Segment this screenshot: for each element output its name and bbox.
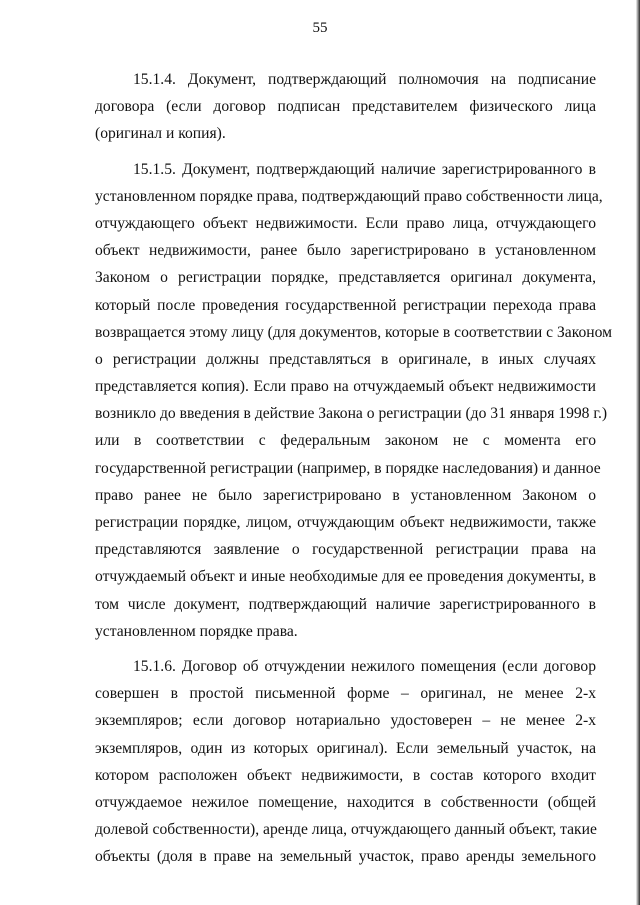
text-line: 15.1.5. Документ, подтверждающий наличие зарегистрированного в	[133, 160, 596, 178]
text-line: установленном порядке права.	[95, 622, 298, 640]
text-line: Законом о регистрации порядке, представляется оригинал документа,	[95, 269, 596, 287]
text-line: о регистрации должны представляться в оригинале, в иных случаях	[95, 350, 596, 368]
text-line: регистрации порядке, лицом, отчуждающим объект недвижимости, также	[95, 514, 596, 531]
text-line: возвращается этому лицу (для документов, которые в соответствии с Законом	[95, 323, 613, 341]
page-edge-shadow	[636, 0, 640, 905]
text-line: экземпляров; если договор нотариально удостоверен – не менее 2-х	[95, 712, 596, 730]
text-line: представляются заявление о государственной регистрации права на	[95, 541, 596, 559]
text-line: том числе документ, подтверждающий наличие зарегистрированного в	[95, 595, 596, 613]
text-line: представляется копия). Если право на отчуждаемый объект недвижимости	[95, 378, 596, 396]
text-line: возникло до введения в действие Закона о регистрации (до 31 января 1998 г.)	[95, 405, 608, 423]
text-line: совершен в простой письменной форме – оригинал, не менее 2-х	[95, 685, 596, 703]
text-line: отчуждаемый объект и иные необходимые для ее проведения документы, в	[95, 568, 596, 586]
text-line: объекты (доля в праве на земельный участок, право аренды земельного	[95, 848, 596, 866]
text-line: который после проведения государственной регистрации перехода права	[95, 296, 596, 314]
paragraph-15-1-5	[95, 156, 613, 645]
text-line: право ранее не было зарегистрировано в установленном Законом о	[95, 486, 596, 504]
text-line: объект недвижимости, ранее было зарегистрировано в установленном	[95, 242, 596, 260]
text-line: 15.1.4. Документ, подтверждающий полномочия на подписание	[133, 71, 596, 88]
text-line: отчуждаемое нежилое помещение, находится в собственности (общей	[95, 793, 596, 811]
text-line: отчуждающего объект недвижимости. Если право лица, отчуждающего	[95, 214, 596, 232]
text-line: котором расположен объект недвижимости, в состав которого входит	[95, 766, 596, 784]
text-line: или в соответствии с федеральным законом не с момента его	[95, 432, 596, 450]
text-line: (оригинал и копия).	[95, 125, 226, 143]
text-line: договора (если договор подписан представителем физического лица	[95, 98, 596, 116]
text-line: долевой собственности), аренде лица, отчуждающего данный объект, такие	[95, 821, 597, 839]
document-body	[95, 66, 613, 878]
text-line: государственной регистрации (например, в порядке наследования) и данное	[95, 459, 601, 477]
text-line: установленном порядке права, подтверждающий право собственности лица,	[95, 187, 603, 205]
paragraph-15-1-6	[95, 653, 596, 871]
text-line: 15.1.6. Договор об отчуждении нежилого помещения (если договор	[133, 657, 596, 675]
page-number: 55	[312, 20, 328, 36]
text-line: экземпляров, один из которых оригинал). Если земельный участок, на	[95, 739, 596, 757]
paragraph-15-1-4	[95, 66, 596, 148]
